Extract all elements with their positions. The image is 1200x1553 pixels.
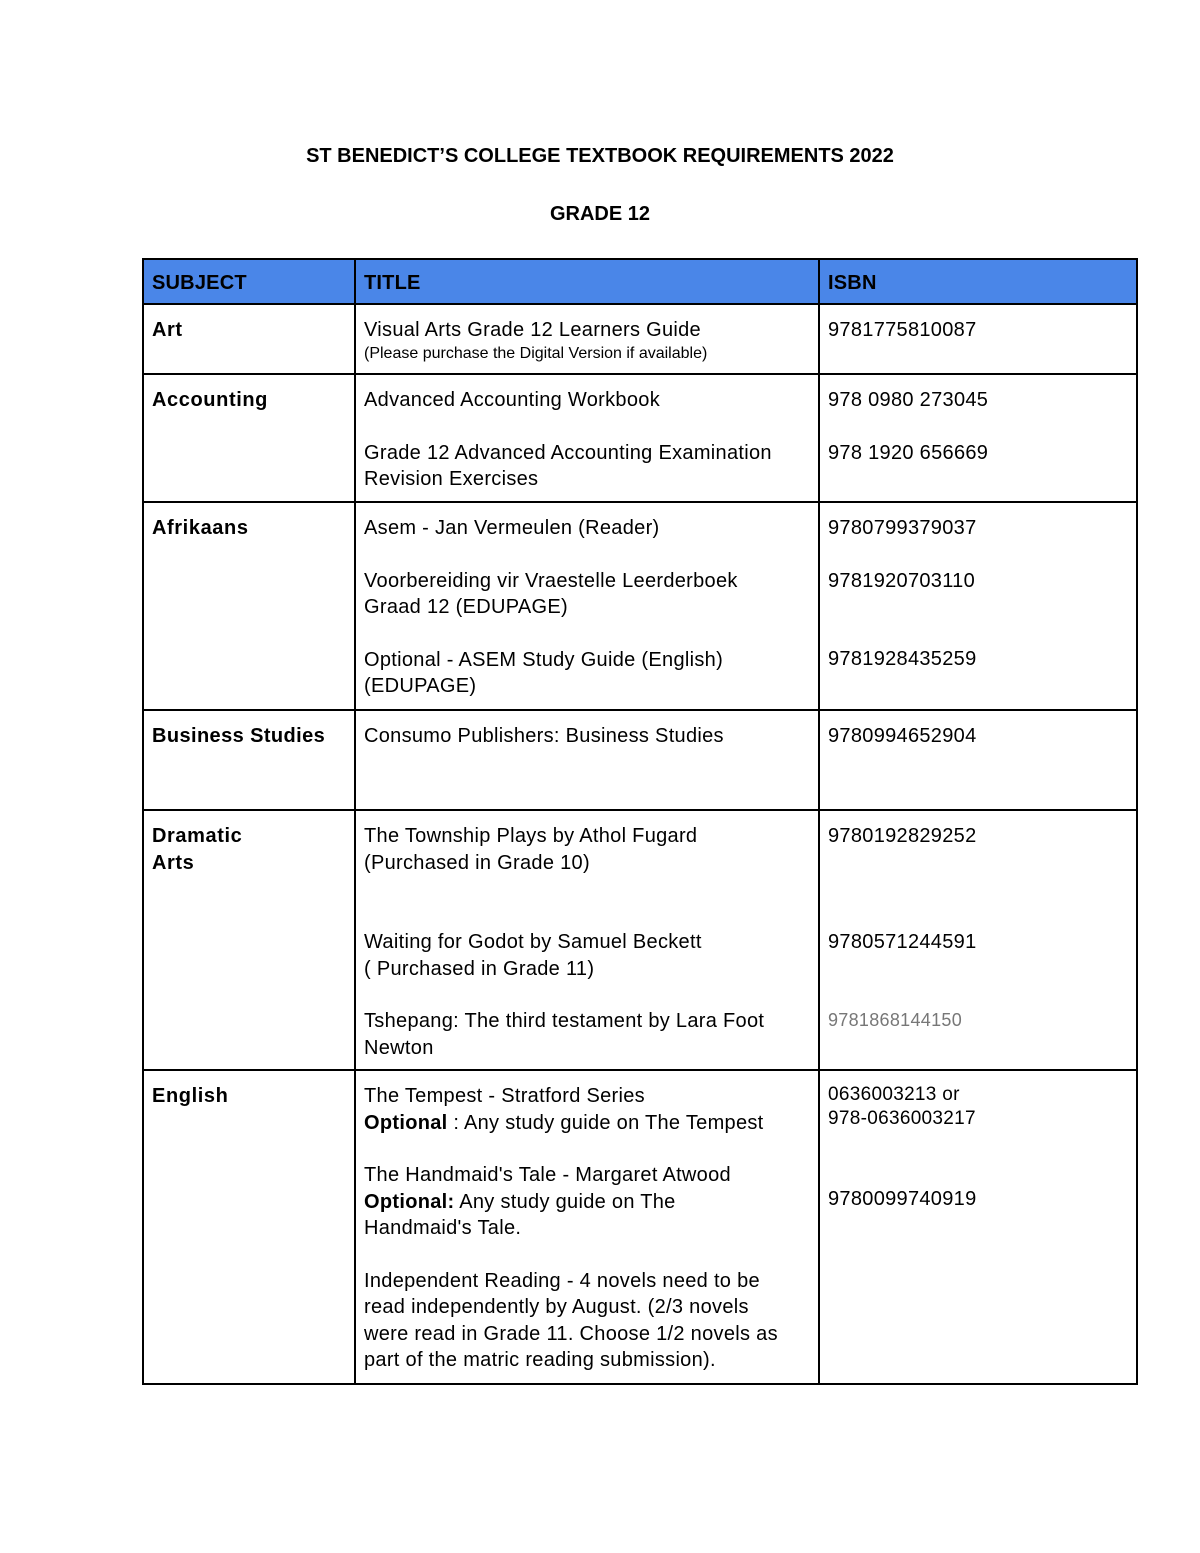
subject-dramatic-arts-1: Dramatic [152, 825, 243, 847]
isbn-dramatic-3: 9781868144150 [828, 1010, 963, 1030]
optional-text-2b: Handmaid's Tale. [364, 1217, 522, 1239]
title-english-2: The Handmaid's Tale - Margaret Atwood [364, 1164, 731, 1186]
title-english-1: The Tempest - Stratford Series [364, 1085, 645, 1107]
title-afrikaans-2a: Voorbereiding vir Vraestelle Leerderboek [364, 569, 738, 592]
document-title: ST BENEDICT’S COLLEGE TEXTBOOK REQUIREMENTS 2022 [306, 145, 894, 167]
isbn-afrikaans-1: 9780799379037 [828, 517, 977, 539]
isbn-cell [819, 1070, 1137, 1384]
title-art: Visual Arts Grade 12 Learners Guide [364, 319, 701, 341]
isbn-afrikaans-2: 9781920703110 [828, 569, 976, 592]
table-row-dramatic-arts [143, 810, 1137, 1070]
isbn-cell [819, 374, 1137, 502]
title-afrikaans-3b: (EDUPAGE) [364, 675, 477, 697]
optional-label-1: Optional [364, 1111, 448, 1134]
table-row-afrikaans [143, 502, 1137, 710]
isbn-dramatic-1: 9780192829252 [828, 825, 977, 847]
table-header-row [143, 259, 1137, 304]
title-dramatic-2a: Waiting for Godot by Samuel Beckett [364, 931, 702, 953]
title-afrikaans-2b: Graad 12 (EDUPAGE) [364, 596, 568, 618]
title-cell [355, 502, 819, 710]
isbn-accounting-2: 978 1920 656669 [828, 441, 989, 464]
subject-afrikaans: Afrikaans [152, 517, 249, 539]
subject-cell [143, 710, 355, 810]
isbn-dramatic-2: 9780571244591 [828, 930, 977, 953]
isbn-accounting-1: 978 0980 273045 [828, 389, 989, 411]
title-dramatic-3b: Newton [364, 1036, 434, 1059]
subject-cell [143, 810, 355, 1070]
title-accounting-1: Advanced Accounting Workbook [364, 389, 660, 411]
isbn-english-2: 9780099740919 [828, 1188, 977, 1210]
isbn-art: 9781775810087 [828, 319, 977, 341]
optional-text-2a: Any study guide on The [454, 1190, 676, 1213]
isbn-cell [819, 502, 1137, 710]
title-business-studies: Consumo Publishers: Business Studies [364, 725, 724, 747]
grade-heading: GRADE 12 [549, 203, 651, 225]
isbn-cell [819, 710, 1137, 810]
table-row-english [143, 1070, 1137, 1384]
note-art: (Please purchase the Digital Version if available) [364, 344, 708, 362]
header-isbn: ISBN [819, 259, 1137, 304]
isbn-english-1a: 0636003213 or [828, 1084, 960, 1105]
optional-label-2: Optional: [364, 1190, 455, 1213]
subject-business-studies: Business Studies [152, 725, 326, 747]
subject-art: Art [152, 319, 183, 341]
isbn-afrikaans-3: 9781928435259 [828, 648, 977, 670]
header-title: TITLE [355, 259, 819, 304]
table-row-art [143, 304, 1137, 374]
reading-line-3: were read in Grade 11. Choose 1/2 novels as [364, 1322, 778, 1345]
subject-dramatic-arts-2: Arts [152, 851, 195, 874]
subject-cell [143, 1070, 355, 1384]
title-dramatic-3a: Tshepang: The third testament by Lara Foot [364, 1010, 765, 1032]
subject-cell [143, 374, 355, 502]
table-row-business-studies [143, 710, 1137, 810]
textbook-table [142, 258, 1138, 1385]
isbn-cell [819, 304, 1137, 374]
title-accounting-2a: Grade 12 Advanced Accounting Examination [364, 441, 772, 464]
title-cell [355, 1070, 819, 1384]
title-cell [355, 374, 819, 502]
subject-cell [143, 304, 355, 374]
title-cell [355, 710, 819, 810]
header-subject: SUBJECT [143, 259, 355, 304]
optional-text-1: : Any study guide on The Tempest [447, 1111, 764, 1134]
optional-english-1 [364, 1110, 810, 1137]
reading-line-2: read independently by August. (2/3 novels [364, 1296, 749, 1318]
subject-accounting: Accounting [152, 389, 268, 411]
reading-line-4: part of the matric reading submission). [364, 1349, 716, 1371]
optional-english-2 [364, 1189, 810, 1216]
title-accounting-2b: Revision Exercises [364, 468, 539, 490]
subject-cell [143, 502, 355, 710]
title-cell [355, 810, 819, 1070]
subject-english: English [152, 1085, 229, 1107]
isbn-cell [819, 810, 1137, 1070]
isbn-english-1b: 978-0636003217 [828, 1108, 976, 1129]
title-afrikaans-3a: Optional - ASEM Study Guide (English) [364, 648, 724, 671]
isbn-business-studies: 9780994652904 [828, 725, 977, 747]
title-cell [355, 304, 819, 374]
title-dramatic-1a: The Township Plays by Athol Fugard [364, 825, 698, 847]
title-dramatic-2b: ( Purchased in Grade 11) [364, 957, 595, 980]
title-dramatic-1b: (Purchased in Grade 10) [364, 851, 590, 874]
reading-line-1: Independent Reading - 4 novels need to be [364, 1269, 760, 1292]
table-row-accounting [143, 374, 1137, 502]
title-afrikaans-1: Asem - Jan Vermeulen (Reader) [364, 517, 660, 539]
